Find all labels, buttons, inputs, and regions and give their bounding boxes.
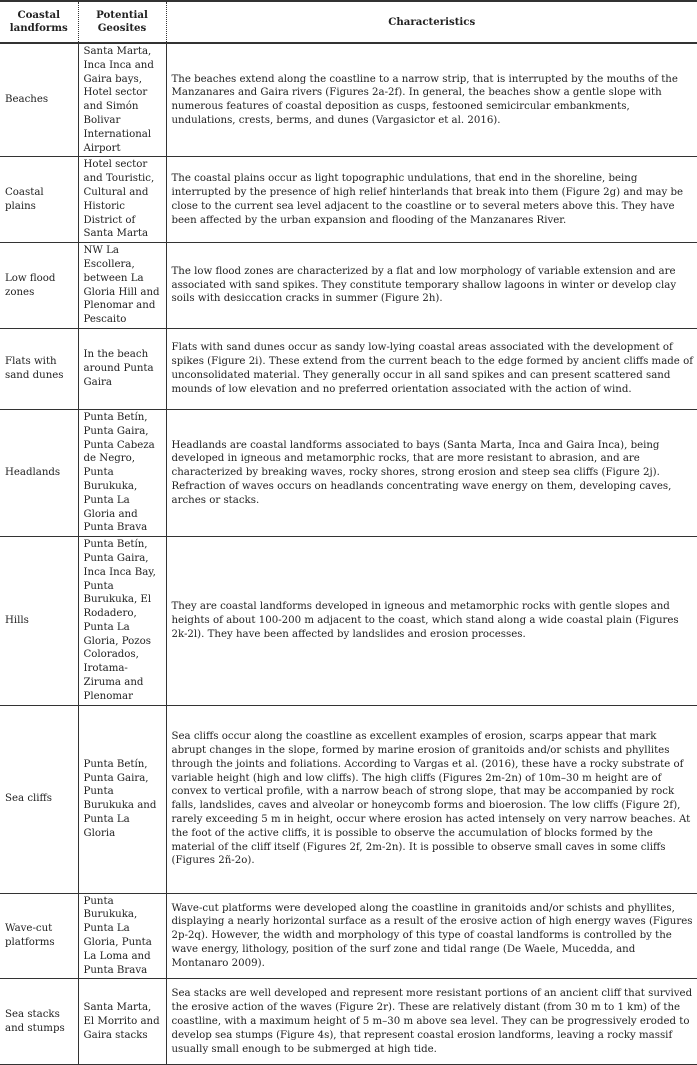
table-row-sea-cliffs xyxy=(0,705,697,893)
characteristics-cell: The coastal plains occur as light topographic undulations, that end in the shoreline, being interrupted by the presence of high relief hinterlands that break into them (Figure 2g) and may be close to the current sea level adjacent to the coastline or to several meters above this. They have been affected by the urban expansion and flooding of the Manzanares River. xyxy=(166,157,697,243)
characteristics-cell: Flats with sand dunes occur as sandy low-lying coastal areas associated with the development of spikes (Figure 2i). These extend from the current beach to the edge formed by ancient cliffs made of unconsolidated material. They generally occur in all sand spikes and can present scattered sand mounds of low elevation and no preferred orientation associated with the action of wind. xyxy=(166,328,697,409)
characteristics-cell: The low flood zones are characterized by a flat and low morphology of variable extension and are associated with sand spikes. They constitute temporary shallow lagoons in winter or develop clay soils with desiccation cracks in summer (Figure 2h). xyxy=(166,243,697,329)
table-row-wave-cut-platforms xyxy=(0,893,697,979)
characteristics-cell: Sea stacks are well developed and represent more resistant portions of an ancient cliff that survived the erosive action of the waves (Figure 2r). These are relatively distant (from 30 m to 1 km) of the coastline, with a maximum height of 5 m–30 m above sea level. They can be progressively eroded to develop sea stumps (Figure 4s), that represent coastal erosion landforms, leaving a rocky massif usually small enough to be submerged at high tide. xyxy=(166,979,697,1065)
table-row-hills xyxy=(0,537,697,706)
landform-cell: Coastal plains xyxy=(0,157,78,243)
geosites-text: La Escollera, between La Gloria Hill and Plenomar and Pescaito xyxy=(83,245,160,326)
header-characteristics: Characteristics xyxy=(166,1,697,43)
landform-cell: Hills xyxy=(0,537,78,706)
geosites-cell: Santa Marta, Inca Inca and Gaira bays, Hotel sector and Simón Bolivar International Airport xyxy=(78,43,166,157)
table-row-sea-stacks-and-stumps xyxy=(0,979,697,1065)
geosites-cell: Punta Betín, Punta Gaira, Punta Cabeza de Negro, Punta Burukuka, Punta La Gloria and Punta Brava xyxy=(78,409,166,536)
header-row xyxy=(0,1,697,43)
landform-cell: Sea cliffs xyxy=(0,705,78,893)
geosites-cell xyxy=(78,243,166,329)
table-row-coastal-plains xyxy=(0,157,697,243)
geosites-cell: In the beach around Punta Gaira xyxy=(78,328,166,409)
characteristics-cell: Sea cliffs occur along the coastline as excellent examples of erosion, scarps appear that mark abrupt changes in the slope, formed by marine erosion of granitoids and/or schists and phyllites through the joints and foliations. According to Vargas et al. (2016), these have a rocky substrate of variable height (high and low cliffs). The high cliffs (Figures 2m-2n) of 10m–30 m height are of convex to vertical profile, with a narrow beach of strong slope, that may be accompanied by rock falls, landslides, caves and alveolar or honeycomb forms and bioerosion. The low cliffs (Figure 2f), rarely exceeding 5 m in height, occur where erosion has acted intensely on very narrow beaches. At the foot of the active cliffs, it is possible to observe the accumulation of blocks formed by the material of the cliff itself (Figures 2f, 2m-2n). It is possible to observe small caves in some cliffs (Figures 2ñ-2o). xyxy=(166,705,697,893)
characteristics-cell: The beaches extend along the coastline to a narrow strip, that is interrupted by the mouths of the Manzanares and Gaira rivers (Figures 2a-2f). In general, the beaches show a gentle slope with numerous features of coastal deposition as cusps, festooned semicircular embankments, undulations, crests, berms, and dunes (Vargasictor et al. 2016). xyxy=(166,43,697,157)
geosites-cell: Punta Burukuka, Punta La Gloria, Punta La Loma and Punta Brava xyxy=(78,893,166,979)
characteristics-cell: They are coastal landforms developed in igneous and metamorphic rocks with gentle slopes and heights of about 100-200 m adjacent to the coast, which stand along a wide coastal plain (Figures 2k-2l). They have been affected by landslides and erosion processes. xyxy=(166,537,697,706)
geosites-cell: Santa Marta, El Morrito and Gaira stacks xyxy=(78,979,166,1065)
geosites-cell: Punta Betín, Punta Gaira, Inca Inca Bay, Punta Burukuka, El Rodadero, Punta La Gloria, Pozos Colorados, Irotama-Ziruma and Plenomar xyxy=(78,537,166,706)
characteristics-cell: Headlands are coastal landforms associated to bays (Santa Marta, Inca and Gaira Inca), being developed in igneous and metamorphic rocks, that are more resistant to abrasion, and are characterized by breaking waves, rocky shores, strong erosion and steep sea cliffs (Figure 2j). Refraction of waves occurs on headlands concentrating wave energy on them, developing caves, arches or stacks. xyxy=(166,409,697,536)
table-row-low-flood-zones xyxy=(0,243,697,329)
geosites-cell: Hotel sector and Touristic, Cultural and Historic District of Santa Marta xyxy=(78,157,166,243)
geosites-cell: Punta Betín, Punta Gaira, Punta Burukuka and Punta La Gloria xyxy=(78,705,166,893)
table-row-flats-with-sand-dunes xyxy=(0,328,697,409)
landform-cell: Low flood zones xyxy=(0,243,78,329)
landform-cell: Wave-cut platforms xyxy=(0,893,78,979)
characteristics-cell: Wave-cut platforms were developed along the coastline in granitoids and/or schists and phyllites, displaying a nearly horizontal surface as a result of the erosive action of high energy waves (Figures 2p-2q). However, the width and morphology of this type of coastal landforms is controlled by the wave energy, lithology, position of the surf zone and tidal range (De Waele, Mucedda, and Montanaro 2009). xyxy=(166,893,697,979)
landform-cell: Headlands xyxy=(0,409,78,536)
header-coastal-landforms: Coastal landforms xyxy=(0,1,78,43)
landform-cell: Flats with sand dunes xyxy=(0,328,78,409)
landform-cell: Sea stacks and stumps xyxy=(0,979,78,1065)
table-row-headlands xyxy=(0,409,697,536)
table-row-beaches xyxy=(0,43,697,157)
header-potential-geosites: Potential Geosites xyxy=(78,1,166,43)
compass-direction-label: NW xyxy=(83,245,103,257)
landform-cell: Beaches xyxy=(0,43,78,157)
